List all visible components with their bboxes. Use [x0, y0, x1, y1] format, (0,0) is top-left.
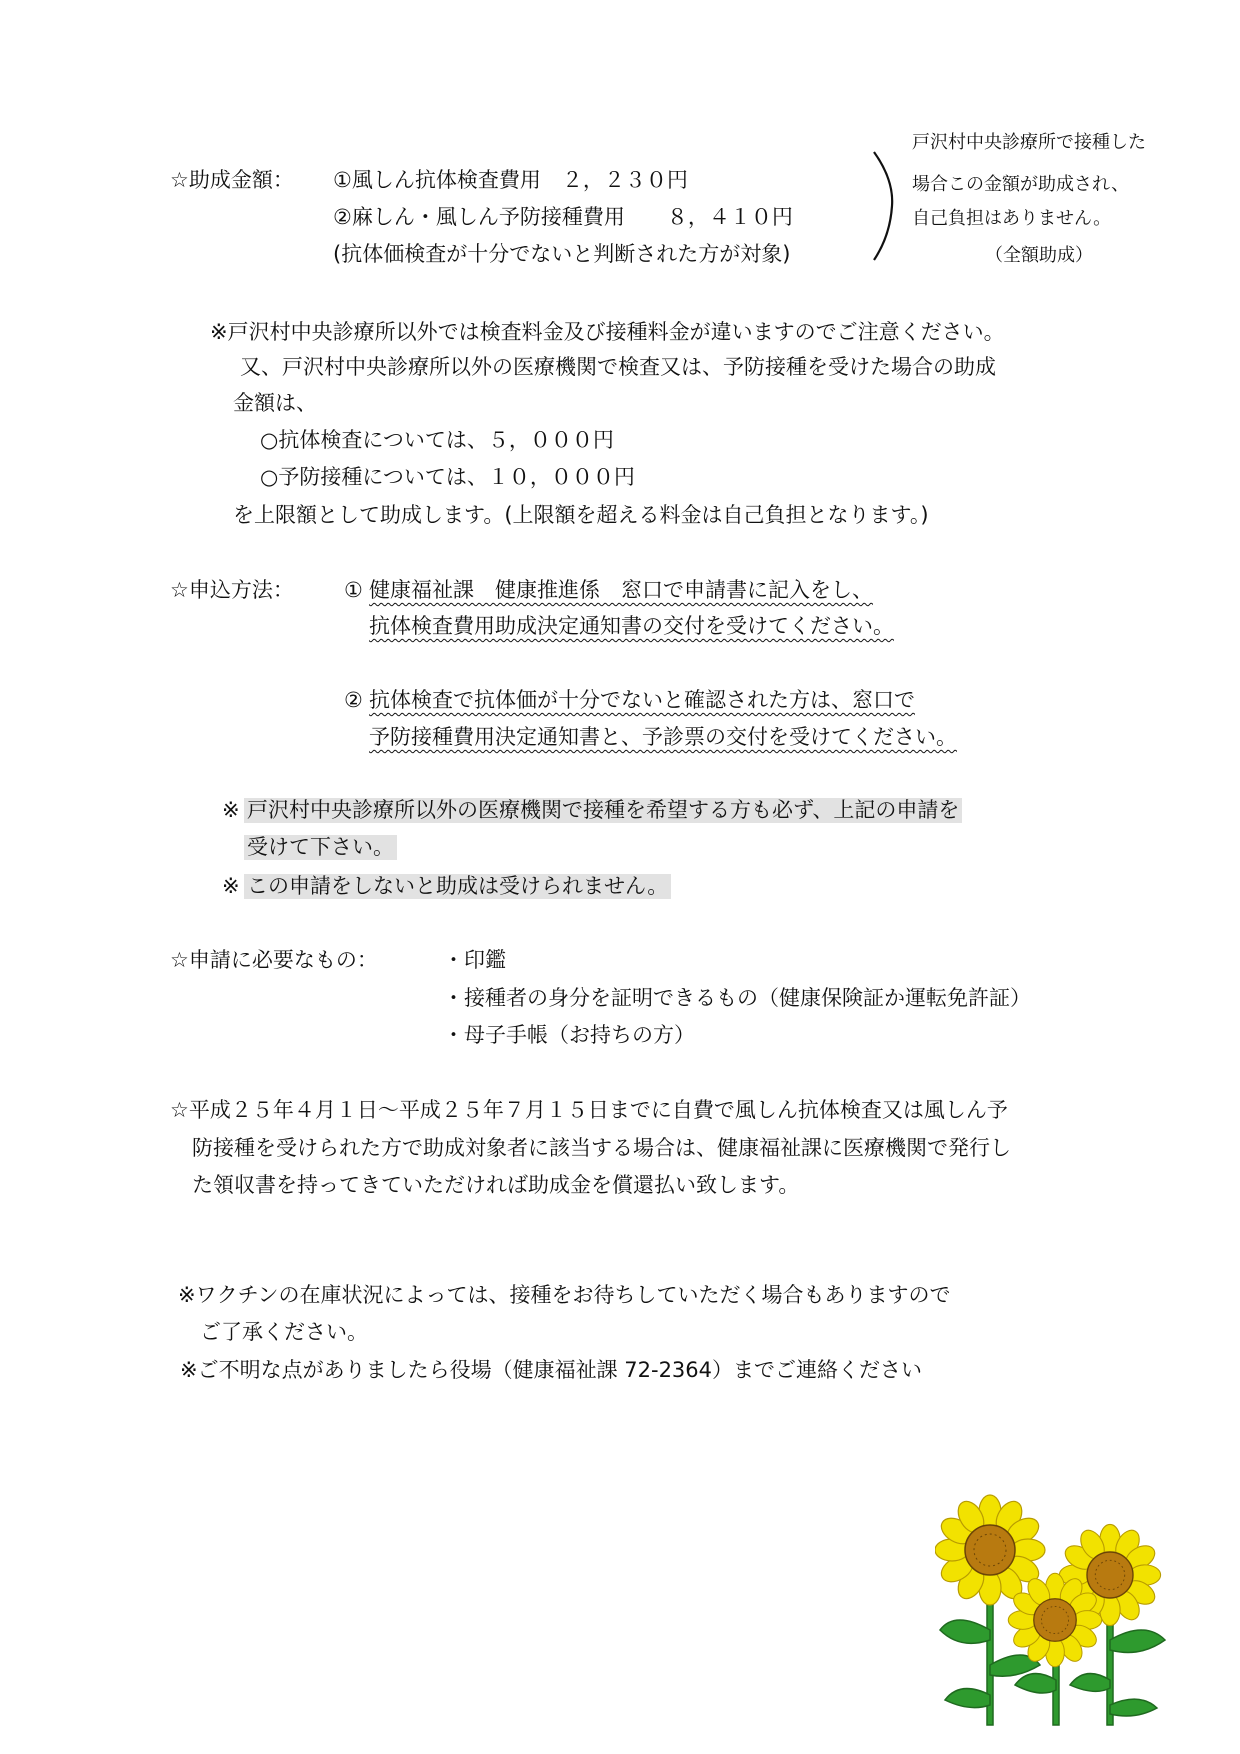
application-label: ☆申込方法：	[170, 578, 294, 602]
requirement-item: ・母子手帳（お持ちの方）	[443, 1023, 695, 1047]
notice-limit-vaccination: ○予防接種については、１０，０００円	[260, 465, 635, 489]
requirement-item: ・印鑑	[443, 948, 506, 972]
brace-icon	[872, 150, 898, 262]
note-mark: ※	[222, 874, 240, 898]
side-note-line: 場合この金額が助成され、	[912, 174, 1130, 195]
footer-note: ご了承ください。	[200, 1320, 368, 1344]
subsidy-label: ☆助成金額：	[170, 168, 294, 192]
notice-line: 金額は、	[233, 391, 317, 415]
requirements-label: ☆申請に必要なもの：	[170, 948, 378, 972]
step2-line: 抗体検査で抗体価が十分でないと確認された方は、窓口で	[369, 688, 915, 712]
footer-contact: ※ご不明な点がありましたら役場（健康福祉課 72-2364）までご連絡ください	[180, 1358, 923, 1382]
highlighted-note-line: この申請をしないと助成は受けられません。	[244, 874, 671, 899]
highlighted-note-line: 戸沢村中央診療所以外の医療機関で接種を希望する方も必ず、上記の申請を	[244, 798, 962, 823]
highlighted-note-line: 受けて下さい。	[244, 835, 397, 860]
subsidy-item-antibody-test: ①風しん抗体検査費用 ２，２３０円	[333, 168, 688, 192]
notice-line: 又、戸沢村中央診療所以外の医療機関で検査又は、予防接種を受けた場合の助成	[240, 355, 996, 379]
reimbursement-line: 防接種を受けられた方で助成対象者に該当する場合は、健康福祉課に医療機関で発行し	[192, 1136, 1011, 1160]
notice-line: を上限額として助成します。(上限額を超える料金は自己負担となります。)	[233, 503, 929, 527]
reimbursement-line: ☆平成２５年４月１日～平成２５年７月１５日までに自費で風しん抗体検査又は風しん予	[170, 1098, 1008, 1122]
sunflower-icon	[935, 1480, 1180, 1730]
notice-line: ※戸沢村中央診療所以外では検査料金及び接種料金が違いますのでご注意ください。	[210, 320, 1005, 344]
requirement-item: ・接種者の身分を証明できるもの（健康保険証か運転免許証）	[443, 986, 1031, 1010]
step1-number: ①	[344, 578, 363, 602]
side-note-line: （全額助成）	[985, 245, 1093, 266]
step1-line: 抗体検査費用助成決定通知書の交付を受けてください。	[369, 614, 894, 638]
footer-note: ※ワクチンの在庫状況によっては、接種をお待ちしていただく場合もありますので	[178, 1283, 951, 1307]
side-note-line: 自己負担はありません。	[912, 208, 1112, 229]
subsidy-item-condition: (抗体価検査が十分でないと判断された方が対象)	[333, 242, 791, 266]
reimbursement-line: た領収書を持ってきていただければ助成金を償還払い致します。	[192, 1173, 800, 1197]
subsidy-item-vaccination: ②麻しん・風しん予防接種費用 ８，４１０円	[333, 205, 793, 229]
notice-limit-antibody: ○抗体検査については、５，０００円	[260, 428, 614, 452]
step1-line: 健康福祉課 健康推進係 窓口で申請書に記入をし、	[369, 578, 873, 602]
side-note-line: 戸沢村中央診療所で接種した	[912, 132, 1146, 153]
note-mark: ※	[222, 798, 240, 822]
step2-line: 予防接種費用決定通知書と、予診票の交付を受けてください。	[369, 725, 957, 749]
step2-number: ②	[344, 688, 363, 712]
